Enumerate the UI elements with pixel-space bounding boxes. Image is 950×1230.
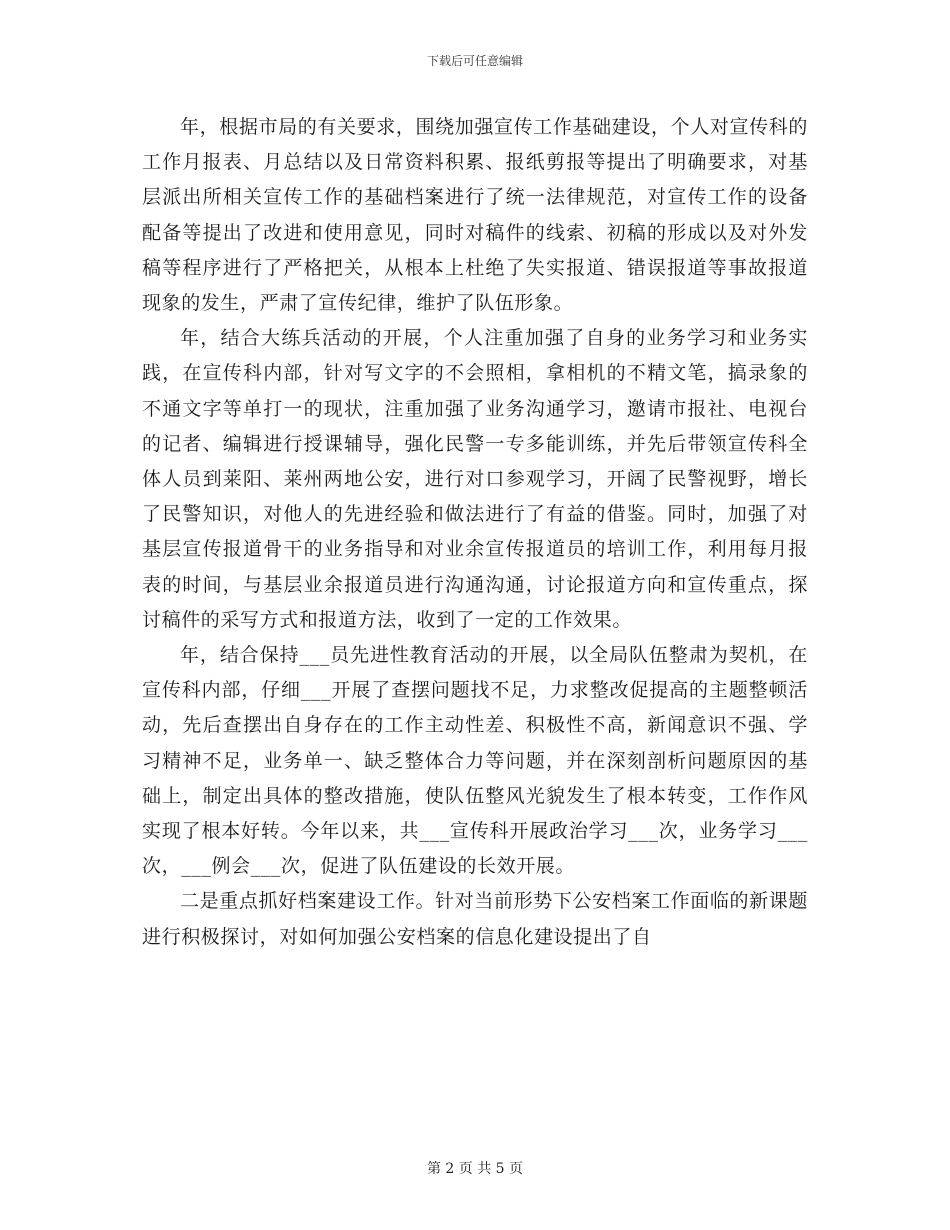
document-body [142, 110, 808, 955]
paragraph-3: 年，结合保持___员先进性教育活动的开展，以全局队伍整肃为契机，在宣传科内部，仔细___开展了查摆问题找不足，力求整改促提高的主题整顿活动，先后查摆出自身存在的工作主动性差、积极性不高，新闻意识不强、学习精神不足，业务单一、缺乏整体合力等问题，并在深刻剖析问题原因的基础上，制定出具体的整改措施，使队伍整风光貌发生了根本转变，工作作风实现了根本好转。今年以来，共___宣传科开展政治学习___次，业务学习___次，___例会___次，促进了队伍建设的长效开展。 [142, 644, 808, 878]
paragraph-2: 年，结合大练兵活动的开展，个人注重加强了自身的业务学习和业务实践，在宣传科内部，针对写文字的不会照相，拿相机的不精文笔，搞录象的不通文字等单打一的现状，注重加强了业务沟通学习，邀请市报社、电视台的记者、编辑进行授课辅导，强化民警一专多能训练，并先后带领宣传科全体人员到莱阳、莱州两地公安，进行对口参观学习，开阔了民警视野，增长了民警知识，对他人的先进经验和做法进行了有益的借鉴。同时，加强了对基层宣传报道骨干的业务指导和对业余宣传报道员的培训工作，利用每月报表的时间，与基层业余报道员进行沟通沟通，讨论报道方向和宣传重点，探讨稿件的采写方式和报道方法，收到了一定的工作效果。 [142, 327, 808, 631]
paragraph-4: 二是重点抓好档案建设工作。针对当前形势下公安档案工作面临的新课题进行积极探讨，对如何加强公安档案的信息化建设提出了自 [142, 890, 808, 948]
page-number-footer: 第 2 页 共 5 页 [426, 1161, 524, 1177]
page-header: 下载后可任意编辑 [426, 54, 523, 68]
paragraph-1: 年，根据市局的有关要求，围绕加强宣传工作基础建设，个人对宣传科的工作月报表、月总结以及日常资料积累、报纸剪报等提出了明确要求，对基层派出所相关宣传工作的基础档案进行了统一法律规范，对宣传工作的设备配备等提出了改进和使用意见，同时对稿件的线索、初稿的形成以及对外发稿等程序进行了严格把关，从根本上杜绝了失实报道、错误报道等事故报道现象的发生，严肃了宣传纪律，维护了队伍形象。 [142, 116, 808, 315]
